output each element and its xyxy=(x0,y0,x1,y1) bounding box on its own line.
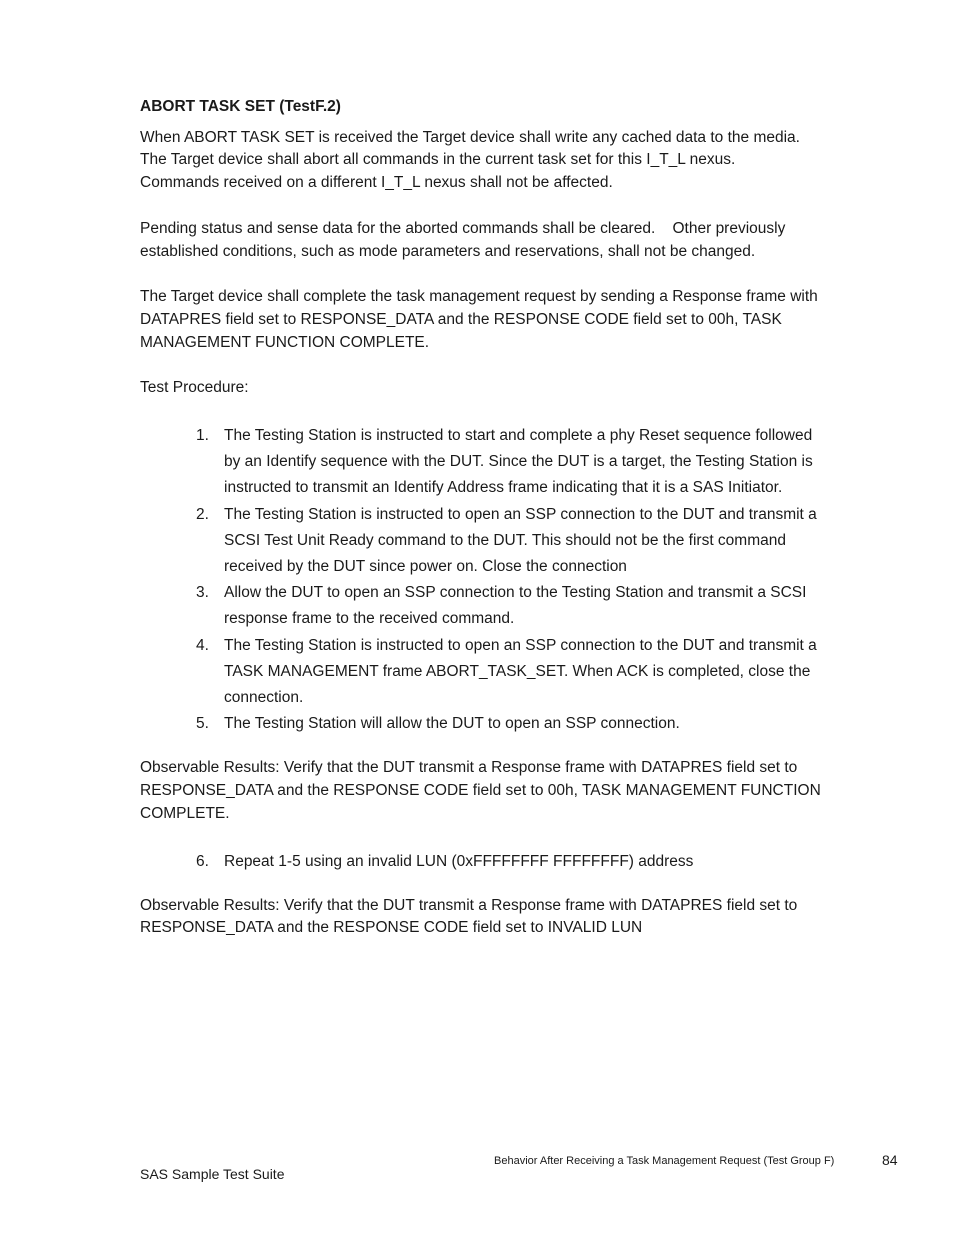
test-procedure-label xyxy=(140,377,890,400)
footer-section-title: Behavior After Receiving a Task Management Request (Test Group F) xyxy=(494,1155,835,1167)
paragraph-line: The Target device shall abort all commands in the current task set for this I_T_L nexus. xyxy=(140,151,736,169)
step-line: TASK MANAGEMENT frame ABORT_TASK_SET. When ACK is completed, close the xyxy=(224,662,811,680)
footer-document-title: SAS Sample Test Suite xyxy=(140,1166,285,1182)
paragraph-line: Observable Results: Verify that the DUT transmit a Response frame with DATAPRES field set to xyxy=(140,759,798,777)
paragraph-line: Pending status and sense data for the aborted commands shall be cleared. Other previously xyxy=(140,219,786,237)
procedure-steps-list-continued xyxy=(140,849,890,875)
procedure-step xyxy=(140,633,890,712)
step-number: 1. xyxy=(196,427,209,445)
step-number: 2. xyxy=(196,505,209,523)
paragraph-line: The Target device shall complete the task management request by sending a Response frame with xyxy=(140,288,818,306)
observable-results-paragraph xyxy=(140,757,890,825)
section-heading: ABORT TASK SET (TestF.2) xyxy=(140,98,341,115)
step-line: instructed to transmit an Identify Address frame indicating that it is a SAS Initiator. xyxy=(224,479,783,497)
footer-page-number: 84 xyxy=(882,1152,898,1168)
step-line: The Testing Station is instructed to open an SSP connection to the DUT and transmit a xyxy=(224,636,817,654)
step-line: connection. xyxy=(224,689,304,707)
paragraph-line: established conditions, such as mode parameters and reservations, shall not be changed. xyxy=(140,242,756,260)
procedure-step xyxy=(140,711,890,737)
step-line: The Testing Station is instructed to open an SSP connection to the DUT and transmit a xyxy=(224,505,817,523)
step-line: The Testing Station is instructed to start and complete a phy Reset sequence followed xyxy=(224,427,813,445)
procedure-label-text: Test Procedure: xyxy=(140,379,249,397)
paragraph-line: RESPONSE_DATA and the RESPONSE CODE field set to INVALID LUN xyxy=(140,919,643,937)
step-number: 5. xyxy=(196,715,209,733)
procedure-step xyxy=(140,849,890,875)
paragraph-line: Observable Results: Verify that the DUT transmit a Response frame with DATAPRES field set to xyxy=(140,896,798,914)
intro-paragraph xyxy=(140,127,890,195)
step-number: 6. xyxy=(196,852,209,870)
step-number: 3. xyxy=(196,584,209,602)
paragraph-line: When ABORT TASK SET is received the Target device shall write any cached data to the media. xyxy=(140,128,800,146)
paragraph-line: COMPLETE. xyxy=(140,804,230,822)
page-content xyxy=(140,96,890,963)
paragraph-line: DATAPRES field set to RESPONSE_DATA and the RESPONSE CODE field set to 00h, TASK xyxy=(140,310,782,328)
completion-paragraph xyxy=(140,286,890,354)
observable-results-paragraph-invalid-lun xyxy=(140,895,890,940)
step-line: Repeat 1-5 using an invalid LUN (0xFFFFFFFF FFFFFFFF) address xyxy=(224,852,694,870)
step-line: SCSI Test Unit Ready command to the DUT. This should not be the first command xyxy=(224,531,786,549)
paragraph-line: RESPONSE_DATA and the RESPONSE CODE field set to 00h, TASK MANAGEMENT FUNCTION xyxy=(140,782,821,800)
paragraph-line: Commands received on a different I_T_L nexus shall not be affected. xyxy=(140,174,613,192)
step-line: Allow the DUT to open an SSP connection to the Testing Station and transmit a SCSI xyxy=(224,584,807,602)
step-line: The Testing Station will allow the DUT to open an SSP connection. xyxy=(224,715,680,733)
paragraph-line: MANAGEMENT FUNCTION COMPLETE. xyxy=(140,333,430,351)
procedure-step xyxy=(140,502,890,581)
step-number: 4. xyxy=(196,636,209,654)
procedure-steps-list xyxy=(140,423,890,737)
step-line: response frame to the received command. xyxy=(224,610,515,628)
pending-status-paragraph xyxy=(140,218,890,263)
procedure-step xyxy=(140,423,890,502)
step-line: received by the DUT since power on. Close the connection xyxy=(224,558,627,576)
step-line: by an Identify sequence with the DUT. Since the DUT is a target, the Testing Station is xyxy=(224,453,813,471)
procedure-step xyxy=(140,580,890,632)
